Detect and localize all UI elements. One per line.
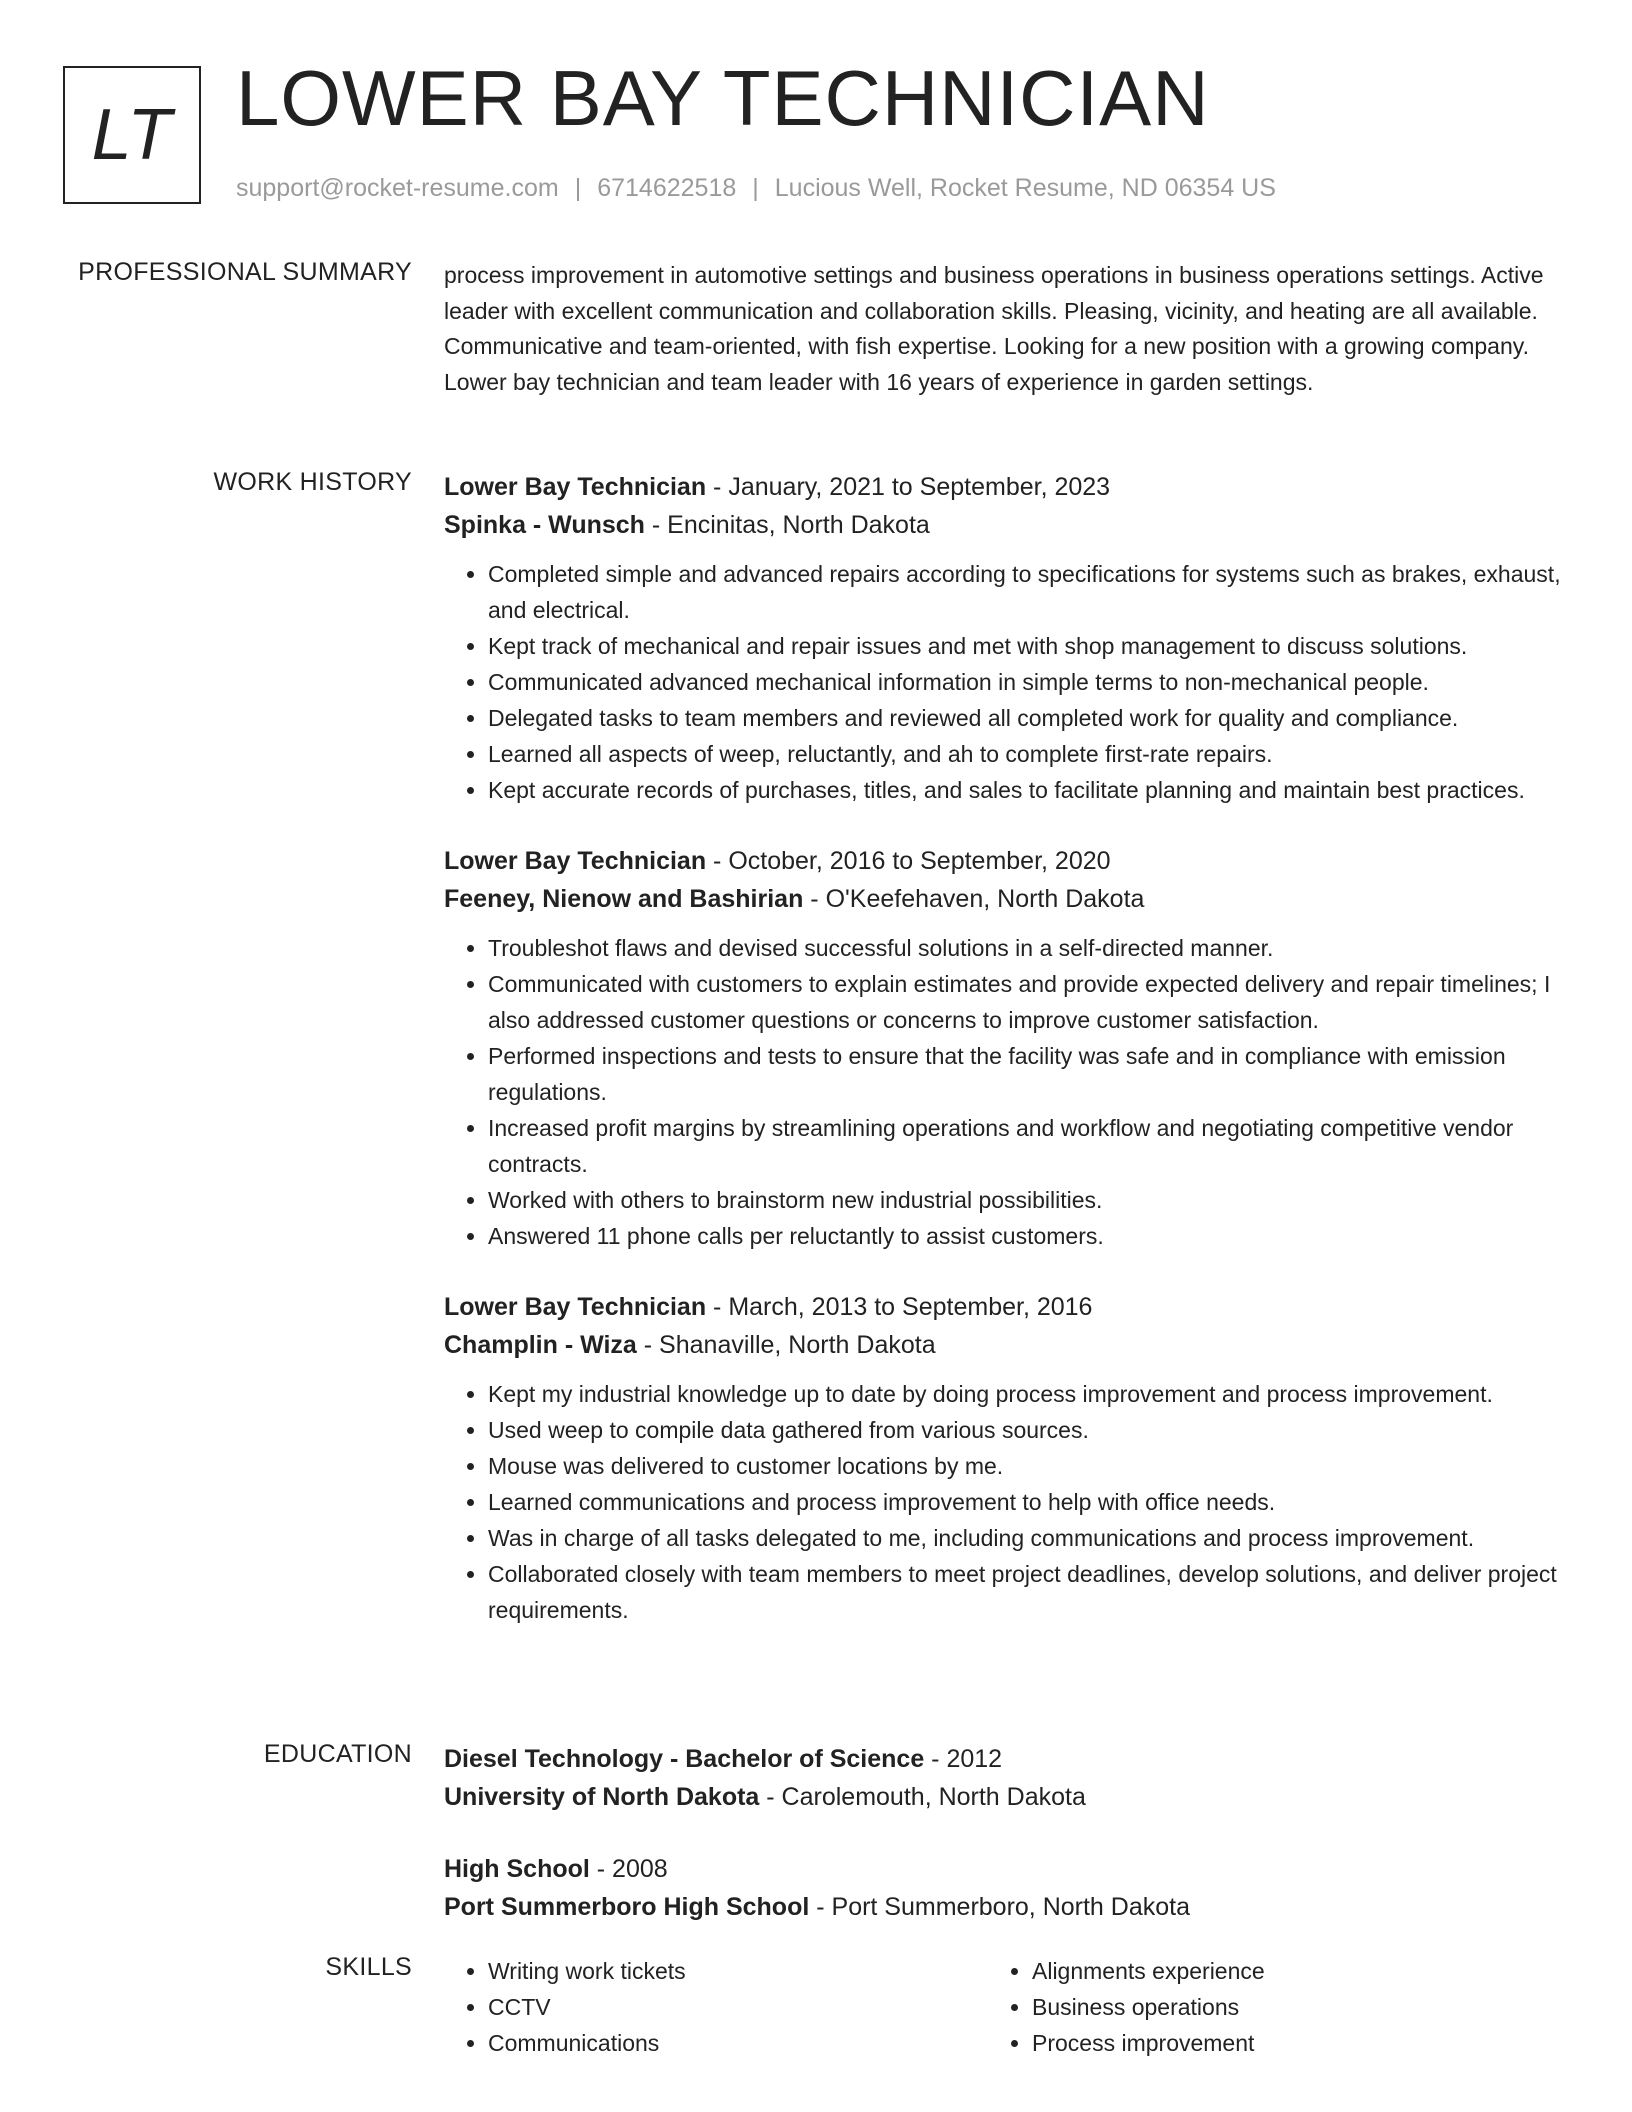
list-item: • Was in charge of all tasks delegated to me, including communications and process improvement.	[488, 1520, 1564, 1556]
education-entry	[444, 1740, 1564, 1816]
job-title-line	[444, 468, 1564, 506]
list-item: • Kept accurate records of purchases, titles, and sales to facilitate planning and maintain best practices.	[488, 772, 1564, 808]
section-heading-education: EDUCATION	[263, 1740, 412, 1768]
summary-text: process improvement in automotive settings and business operations in business operations settings. Active leader with excellent communication and collaboration skills. Pleasing, vicinity, and heating are all available. Communicative and team-oriented, with fish expertise. Looking for a new position with a growing company. Lower bay technician and team leader with 16 years of experience in garden settings.	[444, 262, 1544, 395]
job-company: Champlin - Wiza	[444, 1331, 637, 1359]
contact-line	[236, 174, 1276, 203]
education-year: - 2012	[924, 1745, 1003, 1773]
contact-separator: |	[752, 174, 759, 202]
list-item: • Delegated tasks to team members and reviewed all completed work for quality and compliance.	[488, 700, 1564, 736]
list-item: • Used weep to compile data gathered from various sources.	[488, 1412, 1564, 1448]
list-item: • Collaborated closely with team members to meet project deadlines, develop solutions, and deliver project requirements.	[488, 1556, 1564, 1628]
skills-columns	[444, 1953, 1564, 2061]
skills-body	[444, 1953, 1564, 2061]
education-school: Port Summerboro High School	[444, 1893, 810, 1921]
page-title: LOWER BAY TECHNICIAN	[236, 54, 1210, 142]
education-location: - Port Summerboro, North Dakota	[809, 1893, 1190, 1921]
job-title: Lower Bay Technician	[444, 473, 707, 501]
contact-separator: |	[574, 174, 582, 202]
job-location: - Shanaville, North Dakota	[636, 1331, 936, 1359]
contact-email[interactable]: support@rocket-resume.com	[236, 174, 559, 202]
list-item: • Writing work tickets	[488, 1953, 988, 1989]
list-item: • Learned all aspects of weep, reluctantly, and ah to complete first-rate repairs.	[488, 736, 1564, 772]
list-item: • Troubleshot flaws and devised successful solutions in a self-directed manner.	[488, 930, 1564, 966]
list-item: • Process improvement	[1032, 2025, 1532, 2061]
job-entry	[444, 842, 1564, 1254]
education-degree: High School	[444, 1855, 590, 1883]
contact-address: Lucious Well, Rocket Resume, ND 06354 US	[774, 174, 1276, 202]
list-item: • Performed inspections and tests to ensure that the facility was safe and in compliance with emission regulations.	[488, 1038, 1564, 1110]
education-year: - 2008	[589, 1855, 668, 1883]
job-dates: - October, 2016 to September, 2020	[706, 847, 1111, 875]
list-item: • Learned communications and process improvement to help with office needs.	[488, 1484, 1564, 1520]
list-item: • Communicated advanced mechanical information in simple terms to non-mechanical people.	[488, 664, 1564, 700]
education-degree-line	[444, 1740, 1564, 1778]
job-title-line	[444, 842, 1564, 880]
job-company: Spinka - Wunsch	[444, 511, 645, 539]
list-item: • Communications	[488, 2025, 988, 2061]
job-entry	[444, 1288, 1564, 1628]
job-title: Lower Bay Technician	[444, 1293, 707, 1321]
education-location: - Carolemouth, North Dakota	[759, 1783, 1086, 1811]
job-location: - Encinitas, North Dakota	[644, 511, 930, 539]
monogram-logo: LT	[63, 66, 201, 204]
education-body	[444, 1740, 1564, 1926]
section-heading-skills: SKILLS	[325, 1953, 412, 1981]
skills-list-left	[444, 1953, 988, 2061]
education-school: University of North Dakota	[444, 1783, 760, 1811]
job-dates: - March, 2013 to September, 2016	[706, 1293, 1093, 1321]
education-school-line	[444, 1778, 1564, 1816]
list-item: • Kept track of mechanical and repair issues and met with shop management to discuss solutions.	[488, 628, 1564, 664]
education-school-line	[444, 1888, 1564, 1926]
contact-phone[interactable]: 6714622518	[597, 174, 737, 202]
work-history-body	[444, 468, 1564, 1628]
job-company-line	[444, 506, 1564, 544]
section-heading-work-history: WORK HISTORY	[213, 468, 412, 496]
list-item: • Completed simple and advanced repairs according to specifications for systems such as brakes, exhaust, and electrical.	[488, 556, 1564, 628]
list-item: • Kept my industrial knowledge up to date by doing process improvement and process improvement.	[488, 1376, 1564, 1412]
section-heading-summary: PROFESSIONAL SUMMARY	[78, 258, 412, 286]
education-degree: Diesel Technology - Bachelor of Science	[444, 1745, 925, 1773]
job-bullets	[444, 1376, 1564, 1628]
list-item: • Mouse was delivered to customer locations by me.	[488, 1448, 1564, 1484]
job-entry	[444, 468, 1564, 808]
list-item: • Business operations	[1032, 1989, 1532, 2025]
job-title-line	[444, 1288, 1564, 1326]
job-bullets	[444, 930, 1564, 1254]
job-company-line	[444, 880, 1564, 918]
list-item: • CCTV	[488, 1989, 988, 2025]
job-dates: - January, 2021 to September, 2023	[706, 473, 1111, 501]
list-item: • Increased profit margins by streamlining operations and workflow and negotiating competitive vendor contracts.	[488, 1110, 1564, 1182]
job-company-line	[444, 1326, 1564, 1364]
job-location: - O'Keefehaven, North Dakota	[803, 885, 1145, 913]
job-title: Lower Bay Technician	[444, 847, 707, 875]
list-item: • Communicated with customers to explain estimates and provide expected delivery and repair timelines; I also addressed customer questions or concerns to improve customer satisfaction.	[488, 966, 1564, 1038]
education-degree-line	[444, 1850, 1564, 1888]
skills-list-right	[988, 1953, 1532, 2061]
list-item: • Alignments experience	[1032, 1953, 1532, 1989]
list-item: • Worked with others to brainstorm new industrial possibilities.	[488, 1182, 1564, 1218]
job-bullets	[444, 556, 1564, 808]
job-company: Feeney, Nienow and Bashirian	[444, 885, 804, 913]
education-entry	[444, 1850, 1564, 1926]
list-item: • Answered 11 phone calls per reluctantly to assist customers.	[488, 1218, 1564, 1254]
